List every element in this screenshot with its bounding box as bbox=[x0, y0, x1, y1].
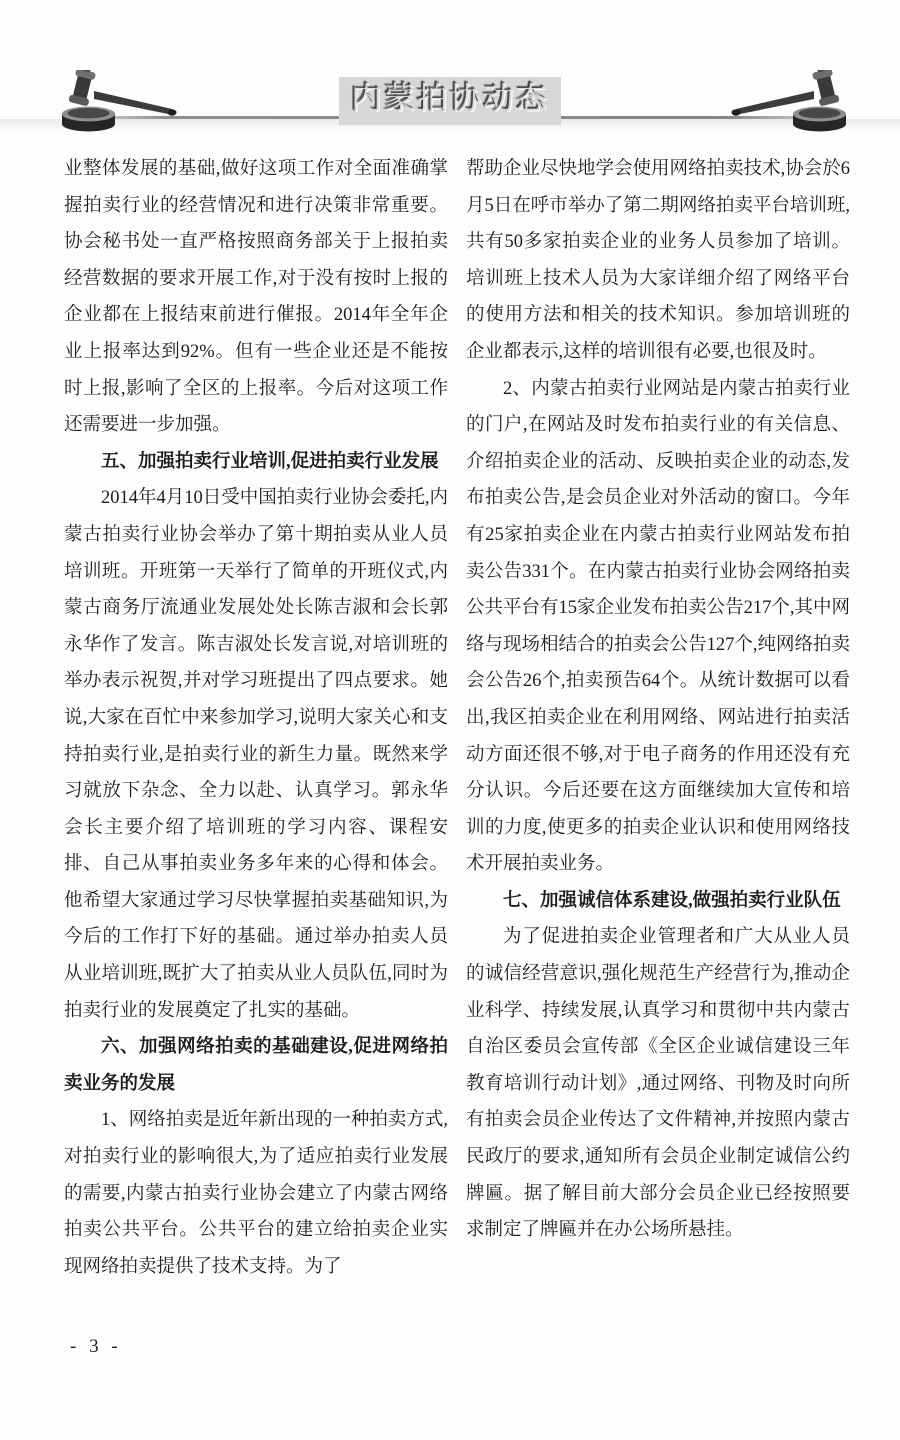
paragraph: 业整体发展的基础,做好这项工作对全面准确掌握拍卖行业的经营情况和进行决策非常重要。协会秘书处一直严格按照商务部关于上报拍卖经营数据的要求开展工作,对于没有按时上报的企业都在上报结束前进行催报。2014年全年企业上报率达到92%。但有一些企业还是不能按时上报,影响了全区的上报率。今后对这项工作还需要进一步加强。 bbox=[64, 159, 448, 436]
paragraph: 1、网络拍卖是近年新出现的一种拍卖方式,对拍卖行业的影响很大,为了适应拍卖行业发展的需要,内蒙古拍卖行业协会建立了内蒙古网络拍卖公共平台。公共平台的建立给拍卖企业实现网络拍卖提供了技术支持。为了 bbox=[64, 1110, 448, 1277]
paragraph: 帮助企业尽快地学会使用网络拍卖技术,协会於6月5日在呼市举办了第二期网络拍卖平台培训班,共有50多家拍卖企业的业务人员参加了培训。培训班上技术人员为大家详细介绍了网络平台的使用方法和相关的技术知识。参加培训班的企业都表示,这样的培训很有必要,也很及时。 bbox=[466, 159, 850, 362]
page-title: 内蒙拍协动态 bbox=[339, 77, 561, 125]
paragraph: 为了促进拍卖企业管理者和广大从业人员的诚信经营意识,强化规范生产经营行为,推动企业科学、持续发展,认真学习和贯彻中共内蒙古自治区委员会宣传部《全区企业诚信建设三年教育培训行动计划》,通过网络、刊物及时向所有拍卖会员企业传达了文件精神,并按照内蒙古民政厅的要求,通知所有会员企业制定诚信公约牌匾。据了解目前大部分会员企业已经按照要求制定了牌匾并在办公场所悬挂。 bbox=[466, 927, 850, 1241]
gavel-icon bbox=[718, 70, 850, 136]
section-heading-7: 七、加强诚信体系建设,做强拍卖行业队伍 bbox=[503, 890, 841, 911]
section-heading-5: 五、加强拍卖行业培训,促进拍卖行业发展 bbox=[101, 451, 439, 472]
paragraph: 2014年4月10日受中国拍卖行业协会委托,内蒙古拍卖行业协会举办了第十期拍卖从业人员培训班。开班第一天举行了简单的开班仪式,内蒙古商务厅流通业发展处处长陈吉淑和会长郭永华作了发言。陈吉淑处长发言说,对培训班的举办表示祝贺,并对学习班提出了四点要求。她说,大家在百忙中来参加学习,说明大家关心和支持拍卖行业,是拍卖行业的新生力量。既然来学习就放下杂念、全力以赴、认真学习。郭永华会长主要介绍了培训班的学习内容、课程安排、自己从事拍卖业务多年来的心得和体会。他希望大家通过学习尽快掌握拍卖基础知识,为今后的工作打下好的基础。通过举办拍卖人员从业培训班,既扩大了拍卖从业人员队伍,同时为拍卖行业的发展奠定了扎实的基础。 bbox=[64, 488, 448, 1021]
right-column bbox=[466, 151, 850, 1249]
gavel-icon bbox=[58, 70, 190, 136]
section-heading-6: 六、加强网络拍卖的基础建设,促进网络拍卖业务的发展 bbox=[64, 1037, 448, 1094]
left-column bbox=[64, 151, 448, 1285]
paragraph: 2、内蒙古拍卖行业网站是内蒙古拍卖行业的门户,在网站及时发布拍卖行业的有关信息、介绍拍卖企业的活动、反映拍卖企业的动态,发布拍卖公告,是会员企业对外活动的窗口。今年有25家拍卖企业在内蒙古拍卖行业网站发布拍卖公告331个。在内蒙古拍卖行业协会网络拍卖公共平台有15家企业发布拍卖公告217个,其中网络与现场相结合的拍卖会公告127个,纯网络拍卖会公告26个,拍卖预告64个。从统计数据可以看出,我区拍卖企业在利用网络、网站进行拍卖活动方面还很不够,对于电子商务的作用还没有充分认识。今后还要在这方面继续加大宣传和培训的力度,使更多的拍卖企业认识和使用网络技术开展拍卖业务。 bbox=[466, 378, 850, 875]
page-number: - 3 - bbox=[70, 1336, 122, 1357]
